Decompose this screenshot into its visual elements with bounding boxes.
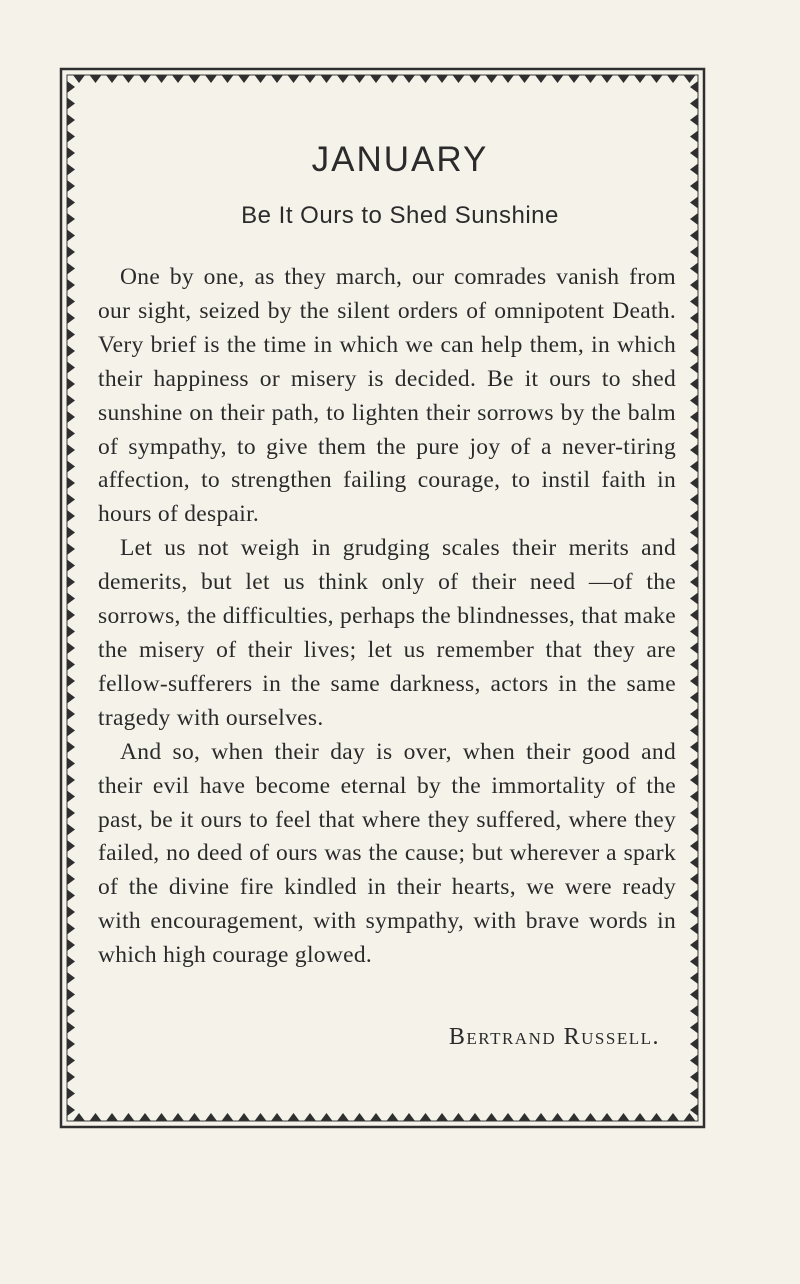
border-tooth: [123, 1113, 135, 1121]
border-tooth: [690, 114, 698, 126]
border-tooth: [67, 840, 75, 852]
border-tooth: [156, 1113, 168, 1121]
border-tooth: [238, 75, 250, 83]
border-tooth: [67, 609, 75, 621]
border-tooth: [690, 527, 698, 539]
border-tooth: [370, 75, 382, 83]
border-tooth: [690, 659, 698, 671]
border-tooth: [90, 1113, 102, 1121]
border-tooth: [67, 1071, 75, 1083]
border-tooth: [690, 725, 698, 737]
border-tooth: [667, 1113, 679, 1121]
border-tooth: [690, 692, 698, 704]
border-tooth: [106, 1113, 118, 1121]
body-text: [98, 261, 676, 973]
signature: Bertrand Russell.: [448, 1024, 660, 1050]
border-tooth: [453, 75, 465, 83]
border-tooth: [690, 1055, 698, 1067]
border-tooth: [222, 75, 234, 83]
border-tooth: [67, 1055, 75, 1067]
border-tooth: [690, 378, 698, 390]
border-tooth: [67, 1005, 75, 1017]
border-tooth: [67, 1038, 75, 1050]
border-tooth: [690, 675, 698, 687]
page-title: JANUARY: [311, 140, 489, 179]
border-tooth: [601, 75, 613, 83]
border-tooth: [690, 923, 698, 935]
border-tooth: [690, 411, 698, 423]
border-tooth: [618, 75, 630, 83]
border-tooth: [106, 75, 118, 83]
paragraph: And so, when their day is over, when their good and their evil have become eternal by the immortality of the past, be it ours to feel that where they suffered, where they failed, no deed of ours was the cause; but wherever a spark of the divine fire kindled in their hearts, we were ready with encouragement, with sympathy, with brave words in which high courage glowed.: [98, 738, 676, 969]
border-tooth: [67, 593, 75, 605]
border-tooth: [354, 1113, 366, 1121]
border-tooth: [690, 890, 698, 902]
border-tooth: [690, 791, 698, 803]
border-tooth: [690, 956, 698, 968]
border-tooth: [690, 329, 698, 341]
border-tooth: [519, 75, 531, 83]
border-tooth: [667, 75, 679, 83]
border-tooth: [67, 543, 75, 555]
border-tooth: [403, 1113, 415, 1121]
border-tooth: [67, 791, 75, 803]
border-tooth: [67, 296, 75, 308]
border-tooth: [67, 98, 75, 110]
border-tooth: [486, 1113, 498, 1121]
border-tooth: [222, 1113, 234, 1121]
border-tooth: [519, 1113, 531, 1121]
border-tooth: [67, 857, 75, 869]
border-tooth: [156, 75, 168, 83]
border-tooth: [502, 1113, 514, 1121]
border-tooth: [690, 609, 698, 621]
border-tooth: [690, 642, 698, 654]
border-tooth: [502, 75, 514, 83]
border-tooth: [552, 75, 564, 83]
border-tooth: [690, 1071, 698, 1083]
border-tooth: [67, 494, 75, 506]
border-tooth: [67, 1088, 75, 1100]
border-tooth: [601, 1113, 613, 1121]
border-tooth: [67, 312, 75, 324]
border-tooth: [67, 873, 75, 885]
border-tooth: [67, 477, 75, 489]
border-tooth: [67, 81, 75, 93]
page-subtitle: Be It Ours to Shed Sunshine: [241, 202, 559, 229]
border-tooth: [690, 494, 698, 506]
border-tooth: [67, 989, 75, 1001]
border-tooth: [172, 75, 184, 83]
border-tooth: [67, 114, 75, 126]
border-tooth: [690, 345, 698, 357]
border-tooth: [690, 98, 698, 110]
border-tooth: [420, 75, 432, 83]
border-tooth: [453, 1113, 465, 1121]
border-tooth: [690, 1022, 698, 1034]
border-tooth: [271, 1113, 283, 1121]
border-tooth: [690, 807, 698, 819]
border-tooth: [690, 906, 698, 918]
border-tooth: [585, 75, 597, 83]
border-tooth: [690, 560, 698, 572]
border-tooth: [690, 626, 698, 638]
border-tooth: [73, 1113, 85, 1121]
paragraph: One by one, as they march, our comrades vanish from our sight, seized by the silent orders of omnipotent Death. Very brief is the time in which we can help them, in which their happiness or misery is decided. Be it ours to shed sunshine on their path, to lighten their sorrows by the balm of sympathy, to give them the pure joy of a never-tiring affection, to strengthen failing courage, to instil faith in hours of despair.: [98, 264, 676, 528]
border-tooth: [690, 312, 698, 324]
border-tooth: [690, 461, 698, 473]
border-tooth: [684, 75, 696, 83]
border-tooth: [67, 1022, 75, 1034]
border-tooth: [585, 1113, 597, 1121]
border-tooth: [690, 1088, 698, 1100]
border-tooth: [304, 1113, 316, 1121]
border-tooth: [67, 956, 75, 968]
border-tooth: [67, 890, 75, 902]
border-tooth: [67, 527, 75, 539]
border-tooth: [690, 428, 698, 440]
border-tooth: [684, 1113, 696, 1121]
border-tooth: [67, 807, 75, 819]
border-tooth: [189, 75, 201, 83]
border-tooth: [288, 75, 300, 83]
border-tooth: [67, 692, 75, 704]
border-tooth: [690, 296, 698, 308]
border-tooth: [690, 1104, 698, 1116]
border-tooth: [67, 461, 75, 473]
border-tooth: [469, 75, 481, 83]
border-tooth: [67, 395, 75, 407]
border-tooth: [67, 642, 75, 654]
border-tooth: [288, 1113, 300, 1121]
border-tooth: [690, 824, 698, 836]
border-tooth: [67, 708, 75, 720]
border-tooth: [568, 1113, 580, 1121]
border-tooth: [469, 1113, 481, 1121]
border-tooth: [67, 906, 75, 918]
border-tooth: [690, 263, 698, 275]
border-tooth: [304, 75, 316, 83]
border-tooth: [67, 725, 75, 737]
border-tooth: [690, 395, 698, 407]
border-tooth: [255, 1113, 267, 1121]
border-tooth: [189, 1113, 201, 1121]
border-tooth: [690, 857, 698, 869]
border-tooth: [123, 75, 135, 83]
border-tooth: [67, 246, 75, 258]
border-tooth: [651, 1113, 663, 1121]
border-tooth: [67, 626, 75, 638]
border-tooth: [552, 1113, 564, 1121]
border-tooth: [67, 329, 75, 341]
border-tooth: [271, 75, 283, 83]
border-tooth: [690, 543, 698, 555]
border-tooth: [420, 1113, 432, 1121]
border-tooth: [486, 75, 498, 83]
border-tooth: [690, 279, 698, 291]
border-tooth: [321, 1113, 333, 1121]
border-tooth: [73, 75, 85, 83]
border-tooth: [690, 741, 698, 753]
border-tooth: [67, 939, 75, 951]
border-tooth: [651, 75, 663, 83]
border-tooth: [67, 774, 75, 786]
border-tooth: [337, 75, 349, 83]
border-tooth: [67, 279, 75, 291]
border-tooth: [321, 75, 333, 83]
border-tooth: [67, 345, 75, 357]
border-tooth: [67, 560, 75, 572]
border-tooth: [67, 378, 75, 390]
border-tooth: [139, 1113, 151, 1121]
border-tooth: [67, 180, 75, 192]
border-tooth: [67, 428, 75, 440]
border-tooth: [255, 75, 267, 83]
border-tooth: [634, 1113, 646, 1121]
border-tooth: [436, 1113, 448, 1121]
border-tooth: [67, 923, 75, 935]
border-tooth: [67, 362, 75, 374]
border-tooth: [67, 510, 75, 522]
border-tooth: [690, 1038, 698, 1050]
border-tooth: [205, 1113, 217, 1121]
border-tooth: [67, 230, 75, 242]
border-tooth: [67, 1104, 75, 1116]
border-tooth: [690, 81, 698, 93]
border-tooth: [690, 774, 698, 786]
border-tooth: [67, 444, 75, 456]
border-tooth: [690, 989, 698, 1001]
border-tooth: [403, 75, 415, 83]
border-tooth: [205, 75, 217, 83]
border-tooth: [67, 972, 75, 984]
border-tooth: [690, 873, 698, 885]
border-tooth: [690, 758, 698, 770]
border-tooth: [690, 477, 698, 489]
border-tooth: [690, 1005, 698, 1017]
border-tooth: [387, 75, 399, 83]
border-tooth: [370, 1113, 382, 1121]
border-tooth: [690, 593, 698, 605]
border-tooth: [139, 75, 151, 83]
border-tooth: [387, 1113, 399, 1121]
border-tooth: [690, 362, 698, 374]
border-tooth: [90, 75, 102, 83]
border-tooth: [690, 939, 698, 951]
border-tooth: [67, 758, 75, 770]
paragraph: Let us not weigh in grudging scales their merits and demerits, but let us think only of their need —of the sorrows, the difficulties, perhaps the blindnesses, that make the misery of their lives; let us remember that they are fellow-sufferers in the same darkness, actors in the same tragedy with ourselves.: [98, 535, 676, 731]
border-tooth: [535, 75, 547, 83]
border-tooth: [690, 708, 698, 720]
border-tooth: [690, 576, 698, 588]
border-tooth: [690, 840, 698, 852]
border-tooth: [67, 411, 75, 423]
border-tooth: [690, 510, 698, 522]
border-tooth: [568, 75, 580, 83]
border-tooth: [354, 75, 366, 83]
border-tooth: [238, 1113, 250, 1121]
border-tooth: [67, 824, 75, 836]
border-tooth: [618, 1113, 630, 1121]
border-tooth: [67, 263, 75, 275]
border-tooth: [535, 1113, 547, 1121]
border-tooth: [690, 180, 698, 192]
border-tooth: [690, 246, 698, 258]
border-tooth: [67, 576, 75, 588]
border-tooth: [690, 230, 698, 242]
border-tooth: [634, 75, 646, 83]
border-tooth: [436, 75, 448, 83]
border-tooth: [690, 444, 698, 456]
border-tooth: [67, 675, 75, 687]
border-tooth: [337, 1113, 349, 1121]
border-tooth: [172, 1113, 184, 1121]
border-tooth: [67, 659, 75, 671]
border-tooth: [67, 741, 75, 753]
border-tooth: [690, 972, 698, 984]
